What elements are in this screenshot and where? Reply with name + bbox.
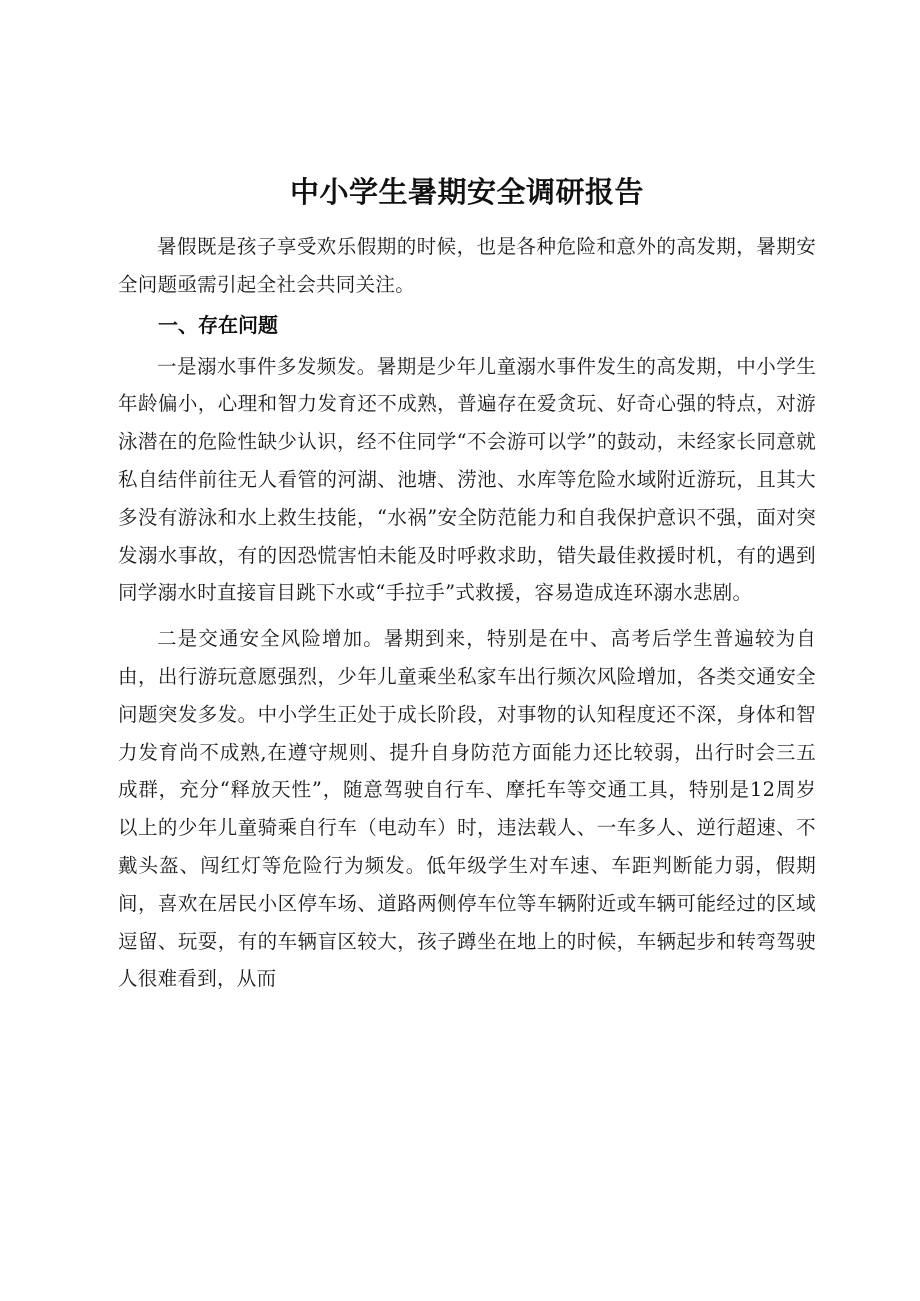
section-heading-problems: 一、存在问题 <box>158 312 278 337</box>
intro-paragraph: 暑假既是孩子享受欢乐假期的时候，也是各种危险和意外的高发期，暑期安全问题亟需引起全社会共同关注。 <box>118 235 816 296</box>
document-page <box>118 170 816 998</box>
paragraph-drowning: 一是溺水事件多发频发。暑期是少年儿童溺水事件发生的高发期，中小学生年龄偏小，心理和智力发育还不成熟，普遍存在爱贪玩、好奇心强的特点，对游泳潜在的危险性缺少认识，经不住同学“不会游可以学”的鼓动，未经家长同意就私自结伴前往无人看管的河湖、池塘、涝池、水库等危险水域附近游玩，且其大多没有游泳和水上救生技能，“水祸”安全防范能力和自我保护意识不强，面对突发溺水事故，有的因恐慌害怕未能及时呼救求助，错失最佳救援时机，有的遇到同学溺水时直接盲目跳下水或“手拉手”式救援，容易造成连环溺水悲剧。 <box>118 354 816 605</box>
paragraph-traffic-safety: 二是交通安全风险增加。暑期到来，特别是在中、高考后学生普遍较为自由，出行游玩意愿强烈，少年儿童乘坐私家车出行频次风险增加，各类交通安全问题突发多发。中小学生正处于成长阶段，对事物的认知程度还不深，身体和智力发育尚不成熟,在遵守规则、提升自身防范方面能力还比较弱，出行时会三五成群，充分“释放天性”，随意驾驶自行车、摩托车等交通工具，特别是12周岁以上的少年儿童骑乘自行车（电动车）时，违法载人、一车多人、逆行超速、不戴头盔、闯红灯等危险行为频发。低年级学生对车速、车距判断能力弱，假期间，喜欢在居民小区停车场、道路两侧停车位等车辆附近或车辆可能经过的区域逗留、玩耍，有的车辆盲区较大，孩子蹲坐在地上的时候，车辆起步和转弯驾驶人很难看到，从而 <box>118 627 816 991</box>
document-title: 中小学生暑期安全调研报告 <box>289 175 644 209</box>
